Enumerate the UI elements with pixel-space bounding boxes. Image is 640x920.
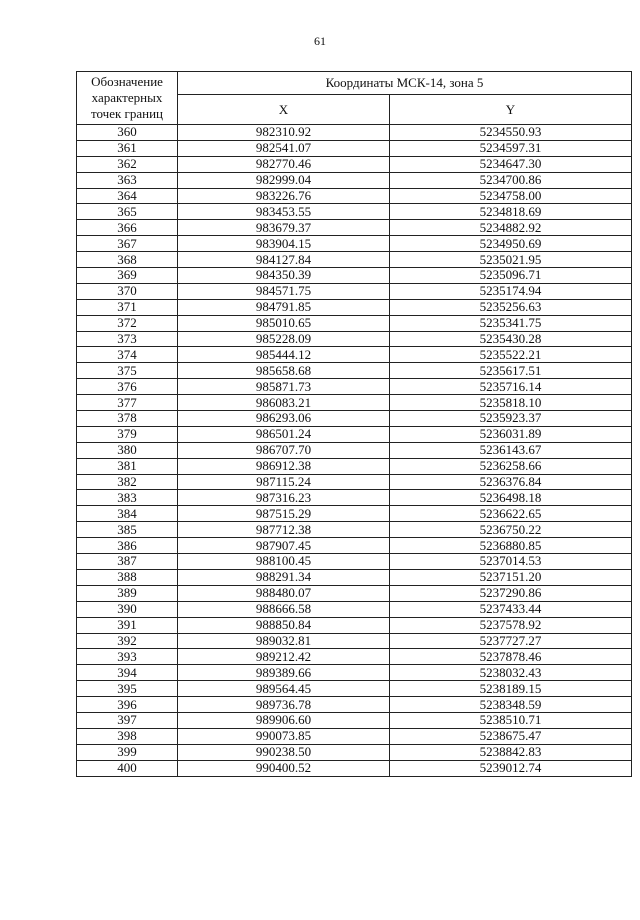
table-row [77, 268, 632, 284]
cell-y: 5236258.66 [390, 458, 632, 474]
cell-x: 982541.07 [178, 140, 390, 156]
cell-y: 5237878.46 [390, 649, 632, 665]
cell-y: 5235430.28 [390, 331, 632, 347]
cell-x: 983904.15 [178, 236, 390, 252]
table-row [77, 156, 632, 172]
cell-y: 5235923.37 [390, 411, 632, 427]
table-row [77, 569, 632, 585]
cell-point: 360 [77, 125, 178, 141]
cell-y: 5235174.94 [390, 283, 632, 299]
cell-point: 383 [77, 490, 178, 506]
page-number: 61 [314, 34, 326, 48]
table-row [77, 395, 632, 411]
cell-point: 393 [77, 649, 178, 665]
cell-y: 5234597.31 [390, 140, 632, 156]
cell-y: 5234818.69 [390, 204, 632, 220]
cell-point: 399 [77, 744, 178, 760]
table-row [77, 220, 632, 236]
table-body [77, 125, 632, 777]
table-row [77, 299, 632, 315]
cell-x: 983679.37 [178, 220, 390, 236]
cell-x: 985658.68 [178, 363, 390, 379]
cell-point: 361 [77, 140, 178, 156]
cell-point: 394 [77, 665, 178, 681]
cell-point: 369 [77, 268, 178, 284]
cell-y: 5235096.71 [390, 268, 632, 284]
table-row [77, 442, 632, 458]
cell-point: 382 [77, 474, 178, 490]
cell-x: 988850.84 [178, 617, 390, 633]
cell-point: 386 [77, 538, 178, 554]
cell-x: 983226.76 [178, 188, 390, 204]
cell-point: 396 [77, 697, 178, 713]
cell-x: 986083.21 [178, 395, 390, 411]
cell-y: 5235522.21 [390, 347, 632, 363]
table-row [77, 125, 632, 141]
header-point-designation: Обозначение характерных точек границ [77, 72, 178, 125]
cell-x: 985228.09 [178, 331, 390, 347]
cell-y: 5234758.00 [390, 188, 632, 204]
cell-y: 5239012.74 [390, 760, 632, 776]
cell-y: 5238675.47 [390, 728, 632, 744]
cell-y: 5235021.95 [390, 252, 632, 268]
cell-point: 395 [77, 681, 178, 697]
cell-x: 989906.60 [178, 712, 390, 728]
table-row [77, 617, 632, 633]
table-row [77, 522, 632, 538]
cell-point: 367 [77, 236, 178, 252]
header-y: Y [390, 95, 632, 125]
cell-x: 989564.45 [178, 681, 390, 697]
table-row [77, 379, 632, 395]
table-row [77, 426, 632, 442]
cell-y: 5235617.51 [390, 363, 632, 379]
cell-x: 986912.38 [178, 458, 390, 474]
table-row [77, 315, 632, 331]
cell-x: 985871.73 [178, 379, 390, 395]
table-row [77, 760, 632, 776]
cell-x: 984127.84 [178, 252, 390, 268]
table-row [77, 363, 632, 379]
cell-y: 5235716.14 [390, 379, 632, 395]
cell-point: 389 [77, 585, 178, 601]
cell-point: 376 [77, 379, 178, 395]
table-row [77, 649, 632, 665]
cell-point: 378 [77, 411, 178, 427]
table-row [77, 681, 632, 697]
cell-x: 983453.55 [178, 204, 390, 220]
cell-x: 987115.24 [178, 474, 390, 490]
table-row [77, 283, 632, 299]
cell-x: 988100.45 [178, 554, 390, 570]
table-row [77, 331, 632, 347]
cell-y: 5236031.89 [390, 426, 632, 442]
cell-y: 5235818.10 [390, 395, 632, 411]
cell-point: 370 [77, 283, 178, 299]
table-row [77, 601, 632, 617]
cell-y: 5238348.59 [390, 697, 632, 713]
table-row [77, 140, 632, 156]
cell-x: 988666.58 [178, 601, 390, 617]
coordinates-table [76, 71, 632, 777]
table-row [77, 538, 632, 554]
cell-y: 5234647.30 [390, 156, 632, 172]
cell-x: 988480.07 [178, 585, 390, 601]
cell-x: 982999.04 [178, 172, 390, 188]
cell-y: 5236750.22 [390, 522, 632, 538]
cell-x: 989212.42 [178, 649, 390, 665]
cell-point: 398 [77, 728, 178, 744]
cell-y: 5237433.44 [390, 601, 632, 617]
header-coordinates-group: Координаты МСК-14, зона 5 [178, 72, 632, 95]
cell-y: 5237014.53 [390, 554, 632, 570]
cell-x: 987907.45 [178, 538, 390, 554]
cell-y: 5235341.75 [390, 315, 632, 331]
table-row [77, 411, 632, 427]
cell-x: 988291.34 [178, 569, 390, 585]
table-row [77, 585, 632, 601]
cell-x: 982770.46 [178, 156, 390, 172]
table-row [77, 474, 632, 490]
cell-y: 5237290.86 [390, 585, 632, 601]
cell-y: 5236498.18 [390, 490, 632, 506]
cell-x: 982310.92 [178, 125, 390, 141]
table-row [77, 172, 632, 188]
table-row [77, 188, 632, 204]
cell-point: 375 [77, 363, 178, 379]
cell-point: 377 [77, 395, 178, 411]
cell-y: 5237578.92 [390, 617, 632, 633]
cell-y: 5234550.93 [390, 125, 632, 141]
cell-x: 984571.75 [178, 283, 390, 299]
cell-x: 987712.38 [178, 522, 390, 538]
cell-y: 5235256.63 [390, 299, 632, 315]
table-row [77, 744, 632, 760]
cell-point: 387 [77, 554, 178, 570]
cell-point: 373 [77, 331, 178, 347]
header-x: X [178, 95, 390, 125]
table-row [77, 554, 632, 570]
cell-point: 380 [77, 442, 178, 458]
table-row [77, 204, 632, 220]
cell-x: 987316.23 [178, 490, 390, 506]
cell-point: 363 [77, 172, 178, 188]
cell-x: 986501.24 [178, 426, 390, 442]
cell-y: 5236143.67 [390, 442, 632, 458]
cell-point: 379 [77, 426, 178, 442]
cell-y: 5237727.27 [390, 633, 632, 649]
cell-x: 989032.81 [178, 633, 390, 649]
cell-x: 989389.66 [178, 665, 390, 681]
table-row [77, 633, 632, 649]
cell-point: 392 [77, 633, 178, 649]
cell-y: 5236622.65 [390, 506, 632, 522]
table-row [77, 665, 632, 681]
cell-point: 385 [77, 522, 178, 538]
cell-y: 5238842.83 [390, 744, 632, 760]
cell-point: 371 [77, 299, 178, 315]
cell-point: 391 [77, 617, 178, 633]
cell-point: 372 [77, 315, 178, 331]
table-row [77, 728, 632, 744]
cell-x: 987515.29 [178, 506, 390, 522]
cell-point: 397 [77, 712, 178, 728]
cell-point: 364 [77, 188, 178, 204]
cell-y: 5238032.43 [390, 665, 632, 681]
table-row [77, 697, 632, 713]
cell-point: 390 [77, 601, 178, 617]
cell-y: 5238510.71 [390, 712, 632, 728]
cell-point: 384 [77, 506, 178, 522]
cell-point: 388 [77, 569, 178, 585]
cell-y: 5238189.15 [390, 681, 632, 697]
cell-point: 374 [77, 347, 178, 363]
table-row [77, 490, 632, 506]
cell-y: 5236880.85 [390, 538, 632, 554]
cell-x: 989736.78 [178, 697, 390, 713]
cell-x: 986293.06 [178, 411, 390, 427]
cell-point: 362 [77, 156, 178, 172]
table-row [77, 712, 632, 728]
table-row [77, 347, 632, 363]
cell-x: 990073.85 [178, 728, 390, 744]
table-row [77, 252, 632, 268]
cell-x: 985444.12 [178, 347, 390, 363]
cell-point: 368 [77, 252, 178, 268]
cell-y: 5234882.92 [390, 220, 632, 236]
cell-x: 985010.65 [178, 315, 390, 331]
cell-y: 5234700.86 [390, 172, 632, 188]
cell-x: 986707.70 [178, 442, 390, 458]
table-row [77, 506, 632, 522]
table-row [77, 236, 632, 252]
cell-point: 381 [77, 458, 178, 474]
cell-point: 366 [77, 220, 178, 236]
cell-point: 400 [77, 760, 178, 776]
cell-x: 990238.50 [178, 744, 390, 760]
cell-y: 5237151.20 [390, 569, 632, 585]
table-row [77, 458, 632, 474]
cell-x: 990400.52 [178, 760, 390, 776]
cell-x: 984791.85 [178, 299, 390, 315]
cell-y: 5234950.69 [390, 236, 632, 252]
cell-y: 5236376.84 [390, 474, 632, 490]
cell-point: 365 [77, 204, 178, 220]
cell-x: 984350.39 [178, 268, 390, 284]
